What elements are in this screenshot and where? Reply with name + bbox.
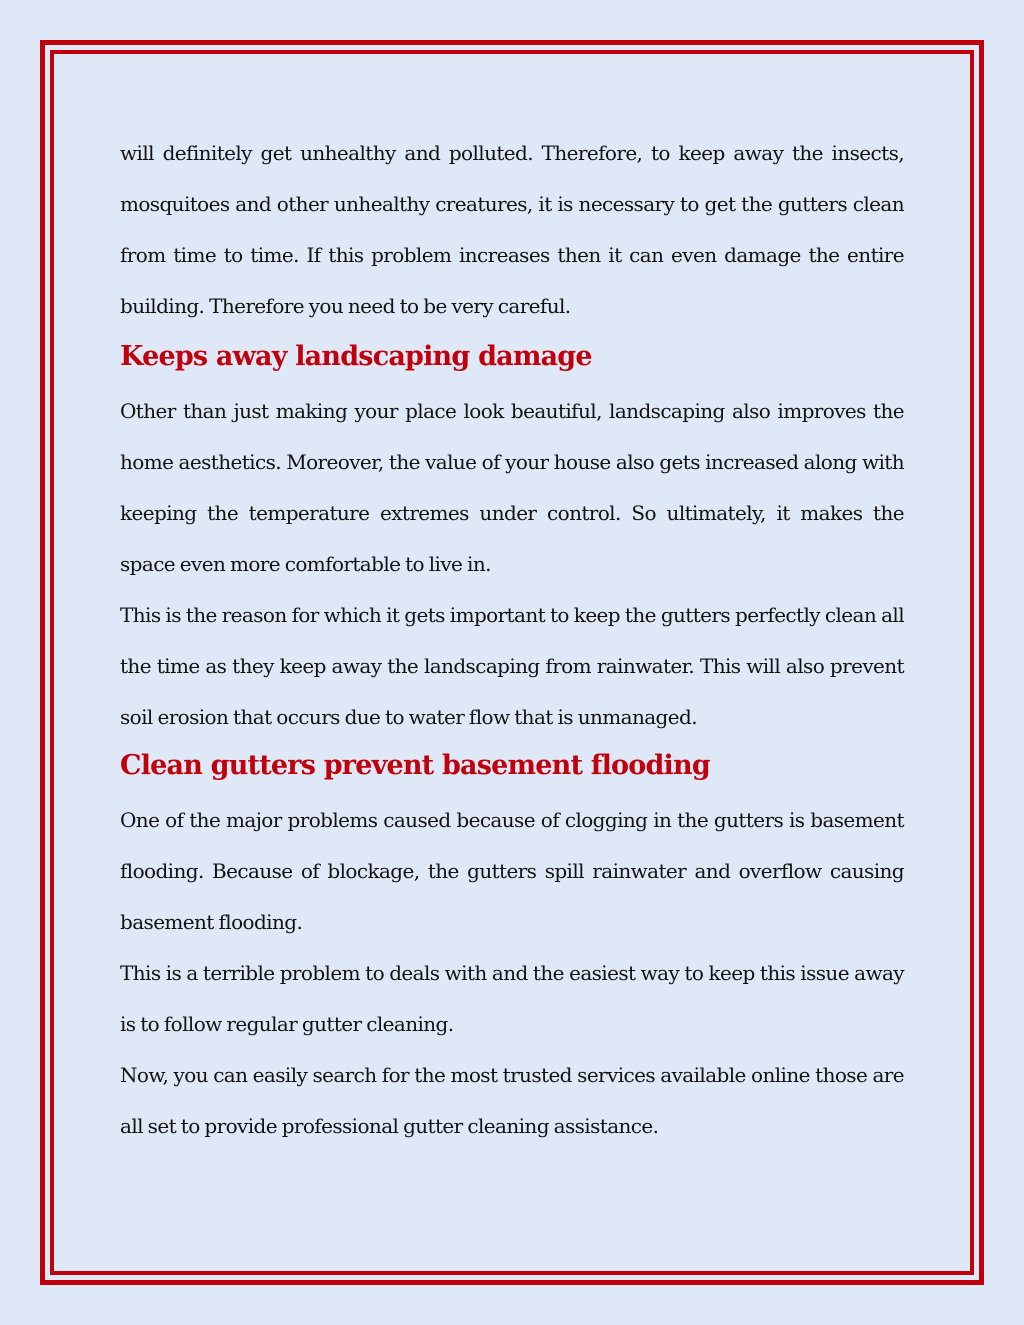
basement-paragraph-1: One of the major problems caused because of clogging in the gutters is basement flooding. Because of blockage, the gutters spill rainwater and overflow causing basement flooding.	[120, 808, 904, 934]
section-heading-landscaping: Keeps away landscaping damage	[120, 341, 592, 372]
landscaping-paragraph-1: Other than just making your place look beautiful, landscaping also improves the home aesthetics. Moreover, the value of your house also gets increased along with keeping the temperature extremes under control. So ultimately, it makes the space even more comfortable to live in.	[120, 399, 904, 576]
landscaping-paragraph-2: This is the reason for which it gets important to keep the gutters perfectly clean all the time as they keep away the landscaping from rainwater. This will also prevent soil erosion that occurs due to water flow that is unmanaged.	[120, 603, 904, 729]
intro-paragraph: will definitely get unhealthy and polluted. Therefore, to keep away the insects, mosquitoes and other unhealthy creatures, it is necessary to get the gutters clean from time to time. If this problem increases then it can even damage the entire building. Therefore you need to be very careful.	[120, 141, 904, 318]
basement-paragraph-3: Now, you can easily search for the most trusted services available online those are all set to provide professional gutter cleaning assistance.	[120, 1063, 904, 1138]
page-content	[120, 128, 904, 1152]
basement-paragraph-2: This is a terrible problem to deals with and the easiest way to keep this issue away is to follow regular gutter cleaning.	[120, 961, 904, 1036]
section-heading-basement: Clean gutters prevent basement flooding	[120, 750, 710, 781]
